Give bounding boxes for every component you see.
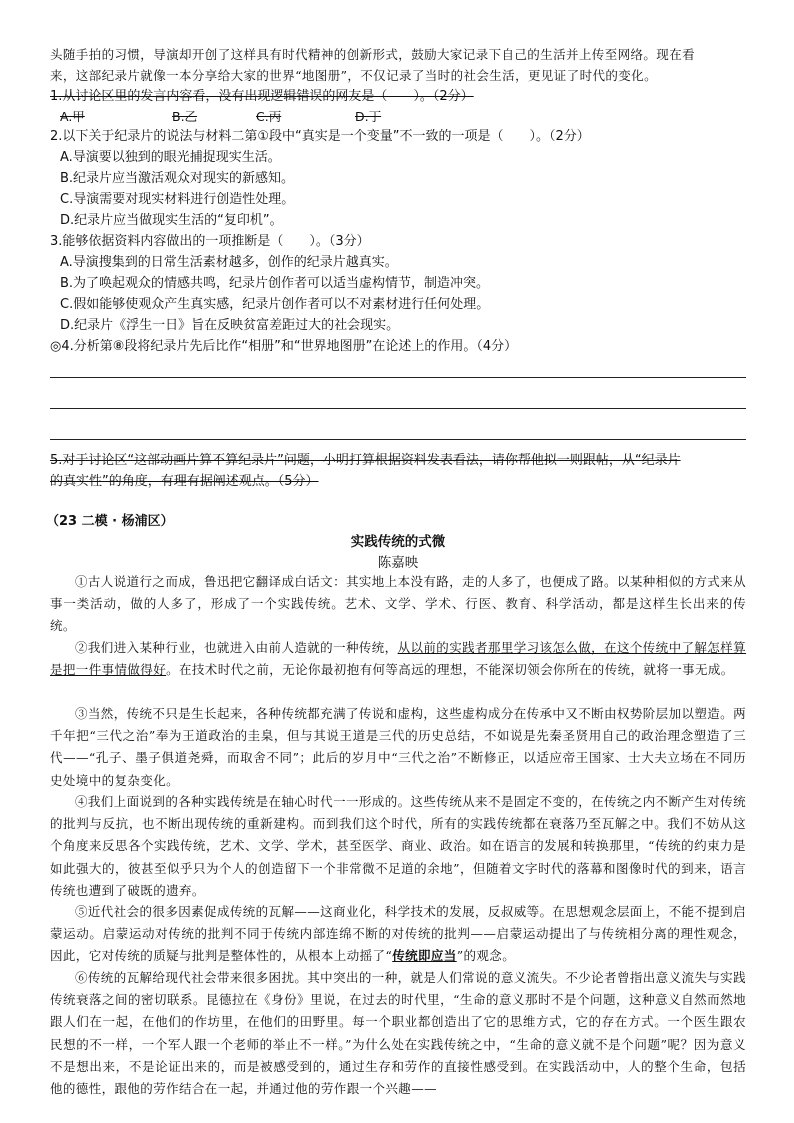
q2-option-c[interactable]: C.导演需要对现实材料进行创造性处理。 [60,192,295,207]
question-3-stem: 3.能够依据资料内容做出的一项推断是（ ）。（3分） [50,234,370,249]
paragraph-6: ⑥传统的瓦解给现代社会带来很多困扰。其中突出的一种，就是人们常说的意义流失。不少论者曾指出意义流失与实践传统衰落之间的密切联系。昆德拉在《身份》里说，在过去的时代里，“生命的意义那时不是个问题，这种意义自然而然地跟人们在一起，在他们的作坊里，在他们的田野里。每一个职业都创造出了它的思维方式，它的存在方式。一个医生跟农民想的不一样，一个军人跟一个老师的举止不一样。”为什么处在实践传统之中，“生命的意义就不是个问题”呢？因为意义不是想出来，不是论证出来的，而是被感受到的，通过生存和劳作的直接性感受到。在实践活动中，人的整个生命，包括他的德性，跟他的劳作结合在一起，并通过他的劳作跟一个兴趣—— [50,970,746,1097]
paragraph-5-text-a: ⑤近代社会的很多因素促成传统的瓦解——这商业化，科学技术的发展，反叔威等。在思想观念层面上，不能不提到启蒙运动。启蒙运动对传统的批判不同于传统内部连绵不断的对传统的批判——启蒙运动提出了与传统相分离的理性观念，因此，它对传统的质疑与批判是整体性的，从根本上动摇了“ [50,904,746,964]
paragraph-1: ①古人说道行之而成，鲁迅把它翻译成白话文：其实地上本没有路，走的人多了，也便成了路。以某种相似的方式来从事一类活动，做的人多了，形成了一个实践传统。艺术、文学、学术、行医、教育、科学活动，都是这样生长出来的传统。 [50,574,746,634]
answer-line-1[interactable] [50,377,746,378]
question-2-stem: 2.以下关于纪录片的说法与材料二第①段中“真实是一个变量”不一致的一项是（ ）。（2分） [50,129,590,144]
section-source: （23 二模 · 杨浦区） [46,514,174,529]
question-5-line-1: 5.对于讨论区“这部动画片算不算纪录片”问题，小明打算根据资料发表看法，请你帮他拟一则跟帖，从“纪录片 [50,453,681,468]
q2-option-b[interactable]: B.纪录片应当激活观众对现实的新感知。 [60,171,295,186]
q3-option-c[interactable]: C.假如能够使观众产生真实感，纪录片创作者可以不对素材进行任何处理。 [60,297,490,312]
answer-line-3[interactable] [50,439,746,440]
paragraph-5 [50,901,746,968]
q1-option-b[interactable]: B.乙 [172,109,198,124]
paragraph-2 [50,637,746,681]
article-title: 实践传统的式微 [350,534,446,550]
question-4-stem: ◎4.分析第⑧段将纪录片先后比作“相册”和“世界地图册”在论述上的作用。（4分） [50,339,518,354]
paragraph-2-text-b: 。在技术时代之前，无论你最初抱有何等高远的理想，不能深切领会你所在的传统，就将一事无成。 [166,662,734,678]
paragraph-2-text-a: ②我们进入某种行业，也就进入由前人造就的一种传统， [75,640,398,655]
question-5-line-2: 的真实性”的角度，有理有据阐述观点。（5分） [50,474,319,489]
q2-option-a[interactable]: A.导演要以独到的眼光捕捉现实生活。 [60,150,281,165]
q1-option-c[interactable]: C.丙 [256,109,282,124]
q3-option-a[interactable]: A.导演搜集到的日常生活素材越多，创作的纪录片越真实。 [60,255,398,270]
paragraph-2-underlined: 从以前的实践者那里学习该怎么做，在这个传统中了解怎样算是把一件事情做得好 [50,640,746,678]
q3-option-b[interactable]: B.为了唤起观众的情感共鸣，纪录片创作者可以适当虚构情节，制造冲突。 [60,276,490,291]
intro-line-2: 来，这部纪录片就像一本分享给大家的世界“地图册”，不仅记录了当时的社会生活，更见证了时代的变化。 [50,68,657,83]
q1-option-d[interactable]: D.丁 [355,109,382,124]
paragraph-5-emphasis: 传统即应当 [392,948,457,964]
question-1-stem: 1.从讨论区里的发言内容看，没有出现逻辑错误的网友是（ ）。（2分） [50,89,474,104]
paragraph-3: ③当然，传统不只是生长起来，各种传统都充满了传说和虚构，这些虚构成分在传承中又不断由权势阶层加以塑造。两千年把“三代之治”奉为王道政治的圭臬，但与其说王道是三代的历史总结，不如说是先秦圣贤用自己的政治理念塑造了三代——“孔子、墨子俱道尧舜，而取舍不同”；此后的岁月中“三代之治”不断修正，以适应帝王国家、士大夫立场在不同历史处境中的复杂变化。 [50,706,746,788]
intro-line-1: 头随手拍的习惯，导演却开创了这样具有时代精神的创新形式，鼓励大家记录下自己的生活并上传至网络。现在看 [50,47,696,62]
q2-option-d[interactable]: D.纪录片应当做现实生活的“复印机”。 [60,213,283,228]
paragraph-5-text-b: ”的观念。 [456,948,516,964]
answer-line-2[interactable] [50,408,746,409]
q3-option-d[interactable]: D.纪录片《浮生一日》旨在反映贫富差距过大的社会现实。 [60,318,400,333]
q1-option-a[interactable]: A.甲 [60,109,85,124]
paragraph-4: ④我们上面说到的各种实践传统是在轴心时代一一形成的。这些传统从来不是固定不变的，在传统之内不断产生对传统的批判与反抗，也不断出现传统的重新建构。而到我们这个时代，所有的实践传统都在衰落乃至瓦解之中。我们不妨从这个角度来反思各个实践传统，艺术、文学、学术，甚至医学、商业、政治。如在语言的发展和转换那里，“传统的约束力是如此强大的，彼甚至似乎只为个人的创造留下一个非常微不足道的余地”，但随着文字时代的落幕和图像时代的到来，语言传统也遭到了破既的遗弃。 [50,794,746,898]
article-author: 陈嘉映 [377,555,419,571]
